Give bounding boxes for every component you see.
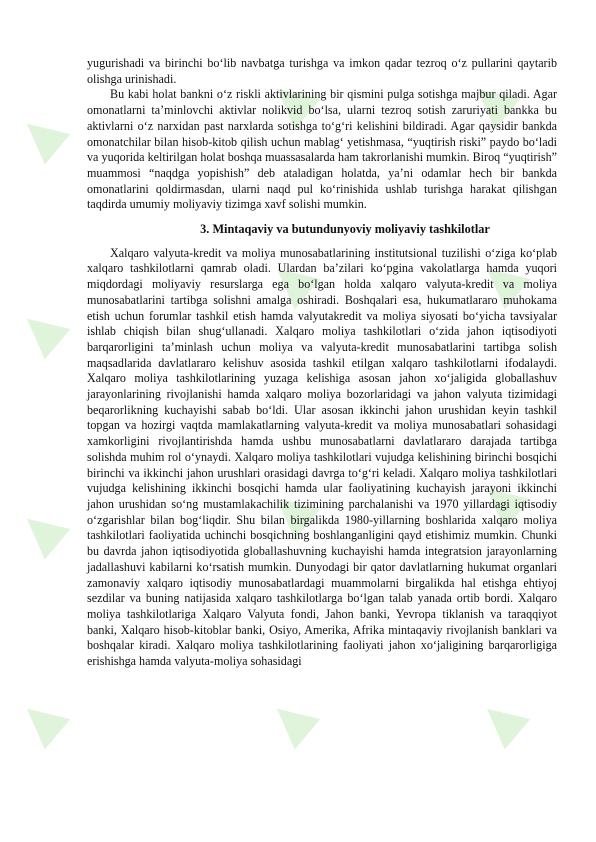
paragraph-continuation: yugurishadi va birinchi bo‘lib navbatga turishga va imkon qadar tezroq o‘z pullarini qaytarib olishga urinishadi. — [87, 56, 557, 86]
watermark-mark: ▲ — [253, 66, 325, 134]
watermark-mark: ▲ — [253, 686, 325, 754]
watermark-mark: ▲ — [253, 246, 325, 314]
document-body — [87, 56, 557, 670]
watermark-mark: ▲ — [3, 496, 75, 564]
watermark-mark: ▲ — [453, 66, 525, 134]
watermark-mark: ▲ — [463, 466, 535, 534]
watermark-mark: ▲ — [3, 296, 75, 364]
watermark-mark: ▲ — [463, 686, 535, 754]
paragraph-bank-risk: Bu kabi holat bankni o‘z riskli aktivlarining bir qismini pulga sotishga majbur qiladi. Agar omonatlarni ta’minlovchi aktivlar nolikvid bo‘lsa, ularni tezroq sotish zaruriyati bankka bu aktivlarni o‘z narxidan past narxlarda sotishga to‘g‘ri kelishini bildiradi. Agar qaysidir bankda omonatchilar bilan hisob-kitob qilish uchun mablag‘ yetishmasa, “yuqtirish riski” paydo bo‘ladi va yuqorida keltirilgan holat boshqa muassasalarda ham takrorlanishi mumkin. Biroq “yuqtirish” muammosi “naqdga yopishish” deb ataladigan holatda, ya’ni odamlar hech bir bankda omonatlarini qoldirmasdan, ularni naqd pul ko‘rinishida ushlab turishga harakat qilishgan taqdirda umumiy moliyaviy tizimga xavf solishi mumkin. — [87, 87, 557, 212]
watermark-mark: ▲ — [463, 246, 535, 314]
paragraph-institutions: Xalqaro valyuta-kredit va moliya munosabatlarining institutsional tuzilishi o‘ziga ko‘plab xalqaro tashkilotlarni qamrab oladi. Ulardan ba’zilari ko‘pgina vakolatlarga hamda yuqori miqdordagi moliyaviy resurslarga ega bo‘lgan holda xalqaro valyuta-kredit va moliya munosabatlarini tartibga solishni amalga oshiradi. Boshqalari esa, hukumatlararo muhokama etish uchun forumlar tashkil etish hamda valyutakredit va moliya siyosati bo‘yicha tavsiyalar ishlab chiqish bilan shug‘ullanadi. Xalqaro moliya tashkilotlari o‘zida jahon iqtisodiyoti barqarorligini ta’minlash uchun moliya va valyuta-kredit munosabatlarini tartibga solish maqsadlarida davlatlararo kelishuv asosida tashkil etilgan xalqaro tashkilotlarni ifodalaydi. Xalqaro moliya tashkilotlarining yuzaga kelishiga asosan jahon xo‘jaligida globallashuv jarayonlarining rivojlanishi hamda xalqaro moliya bozorlaridagi va jahon valyuta tizimidagi beqarorlikning kuchayishi sabab bo‘ldi. Ular asosan ikkinchi jahon urushidan keyin tashkil topgan va hozirgi vaqtda mamlakatlarning valyuta-kredit va moliya munosabatlari sohasidagi xamkorligini rivojlantirishda hamda ushbu munosabatlarni davlatlararo darajada tartibga solishda muhim rol o‘ynaydi. Xalqaro moliya tashkilotlari vujudga kelishining birinchi bosqichi birinchi va ikkinchi jahon urushlari orasidagi davrga to‘g‘ri keladi. Xalqaro moliya tashkilotlari vujudga kelishining ikkinchi bosqichi hamda ular faoliyatining kuchayish jarayoni ikkinchi jahon urushidan so‘ng mustamlakachilik tizimining parchalanishi va 1970 yillardagi iqtisodiy o‘zgarishlar bilan bog‘liqdir. Shu bilan birgalikda 1980-yillarning boshlarida xalqaro moliya tashkilotlari faoliyatida uchinchi bosqichning boshlanganligini qayd etishimiz mumkin. Chunki bu davrda jahon iqtisodiyotida globallashuvning kuchayishi hamda integratsion jarayonlarning jadallashuvi kabilarni ko‘rsatish mumkin. Dunyodagi bir qator davlatlarning hukumat organlari zamonaviy xalqaro iqtisodiy munosabatlardagi muammolarni birgalikda hal etishga ehtiyoj sezdilar va buning natijasida xalqaro tashkilotlarga bo‘lgan talab yanada ortib bordi. Xalqaro moliya tashkilotlariga Xalqaro Valyuta fondi, Jahon banki, Yevropa tiklanish va taraqqiyot banki, Xalqaro hisob-kitoblar banki, Osiyo, Amerika, Afrika mintaqaviy rivojlanish banklari va boshqalar kiradi. Xalqaro moliya tashkilotlarining faoliyati jahon xo‘jaligining barqarorligiga erishishga hamda valyuta-moliya sohasidagi — [87, 245, 557, 669]
watermark-mark: ▲ — [3, 686, 75, 754]
watermark-mark: ▲ — [3, 101, 75, 169]
section-heading: 3. Mintaqaviy va butundunyoviy moliyaviy tashkilotlar — [200, 222, 490, 237]
watermark-mark: ▲ — [253, 476, 325, 544]
